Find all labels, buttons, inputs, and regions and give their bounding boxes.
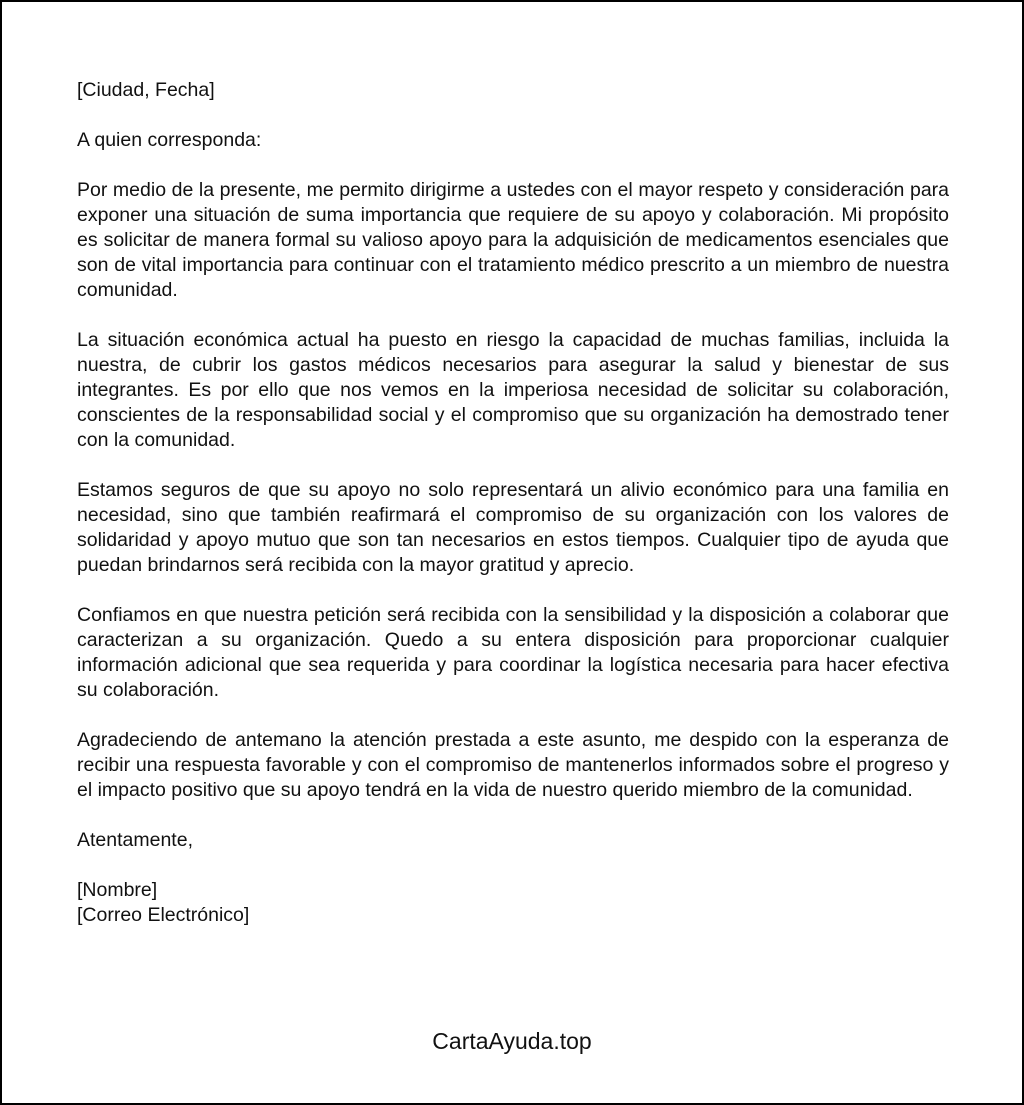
greeting: A quien corresponda: <box>77 129 262 151</box>
footer-site: CartaAyuda.top <box>432 1028 592 1054</box>
paragraph-5: Agradeciendo de antemano la atención prestada a este asunto, me despido con la esperanza de recibir una respuesta favorable y con el compromiso de mantenerlos informados sobre el progreso y el impacto positivo que su apoyo tendrá en la vida de nuestro querido miembro de la comunidad. <box>77 729 949 801</box>
signature-email: [Correo Electrónico] <box>77 904 250 926</box>
paragraph-4: Confiamos en que nuestra petición será recibida con la sensibilidad y la disposición a colaborar que caracterizan a su organización. Quedo a su entera disposición para proporcionar cualquier información adicional que sea requerida y para coordinar la logística necesaria para hacer efectiva su colaboración. <box>77 604 949 701</box>
paragraph-1: Por medio de la presente, me permito dirigirme a ustedes con el mayor respeto y consideración para exponer una situación de suma importancia que requiere de su apoyo y colaboración. Mi propósito es solicitar de manera formal su valioso apoyo para la adquisición de medicamentos esenciales que son de vital importancia para continuar con el tratamiento médico prescrito a un miembro de nuestra comunidad. <box>77 179 949 301</box>
signature-block <box>77 878 949 928</box>
closing: Atentamente, <box>77 829 193 851</box>
paragraph-3: Estamos seguros de que su apoyo no solo representará un alivio económico para una familia en necesidad, sino que también reafirmará el compromiso de su organización con los valores de solidaridad y apoyo mutuo que son tan necesarios en estos tiempos. Cualquier tipo de ayuda que puedan brindarnos será recibida con la mayor gratitud y aprecio. <box>77 479 949 576</box>
paragraph-2: La situación económica actual ha puesto en riesgo la capacidad de muchas familias, incluida la nuestra, de cubrir los gastos médicos necesarios para asegurar la salud y bienestar de sus integrantes. Es por ello que nos vemos en la imperiosa necesidad de solicitar su colaboración, conscientes de la responsabilidad social y el compromiso que su organización ha demostrado tener con la comunidad. <box>77 329 949 451</box>
signature-name: [Nombre] <box>77 879 158 901</box>
letter-body <box>77 78 949 928</box>
place-date: [Ciudad, Fecha] <box>77 79 215 101</box>
